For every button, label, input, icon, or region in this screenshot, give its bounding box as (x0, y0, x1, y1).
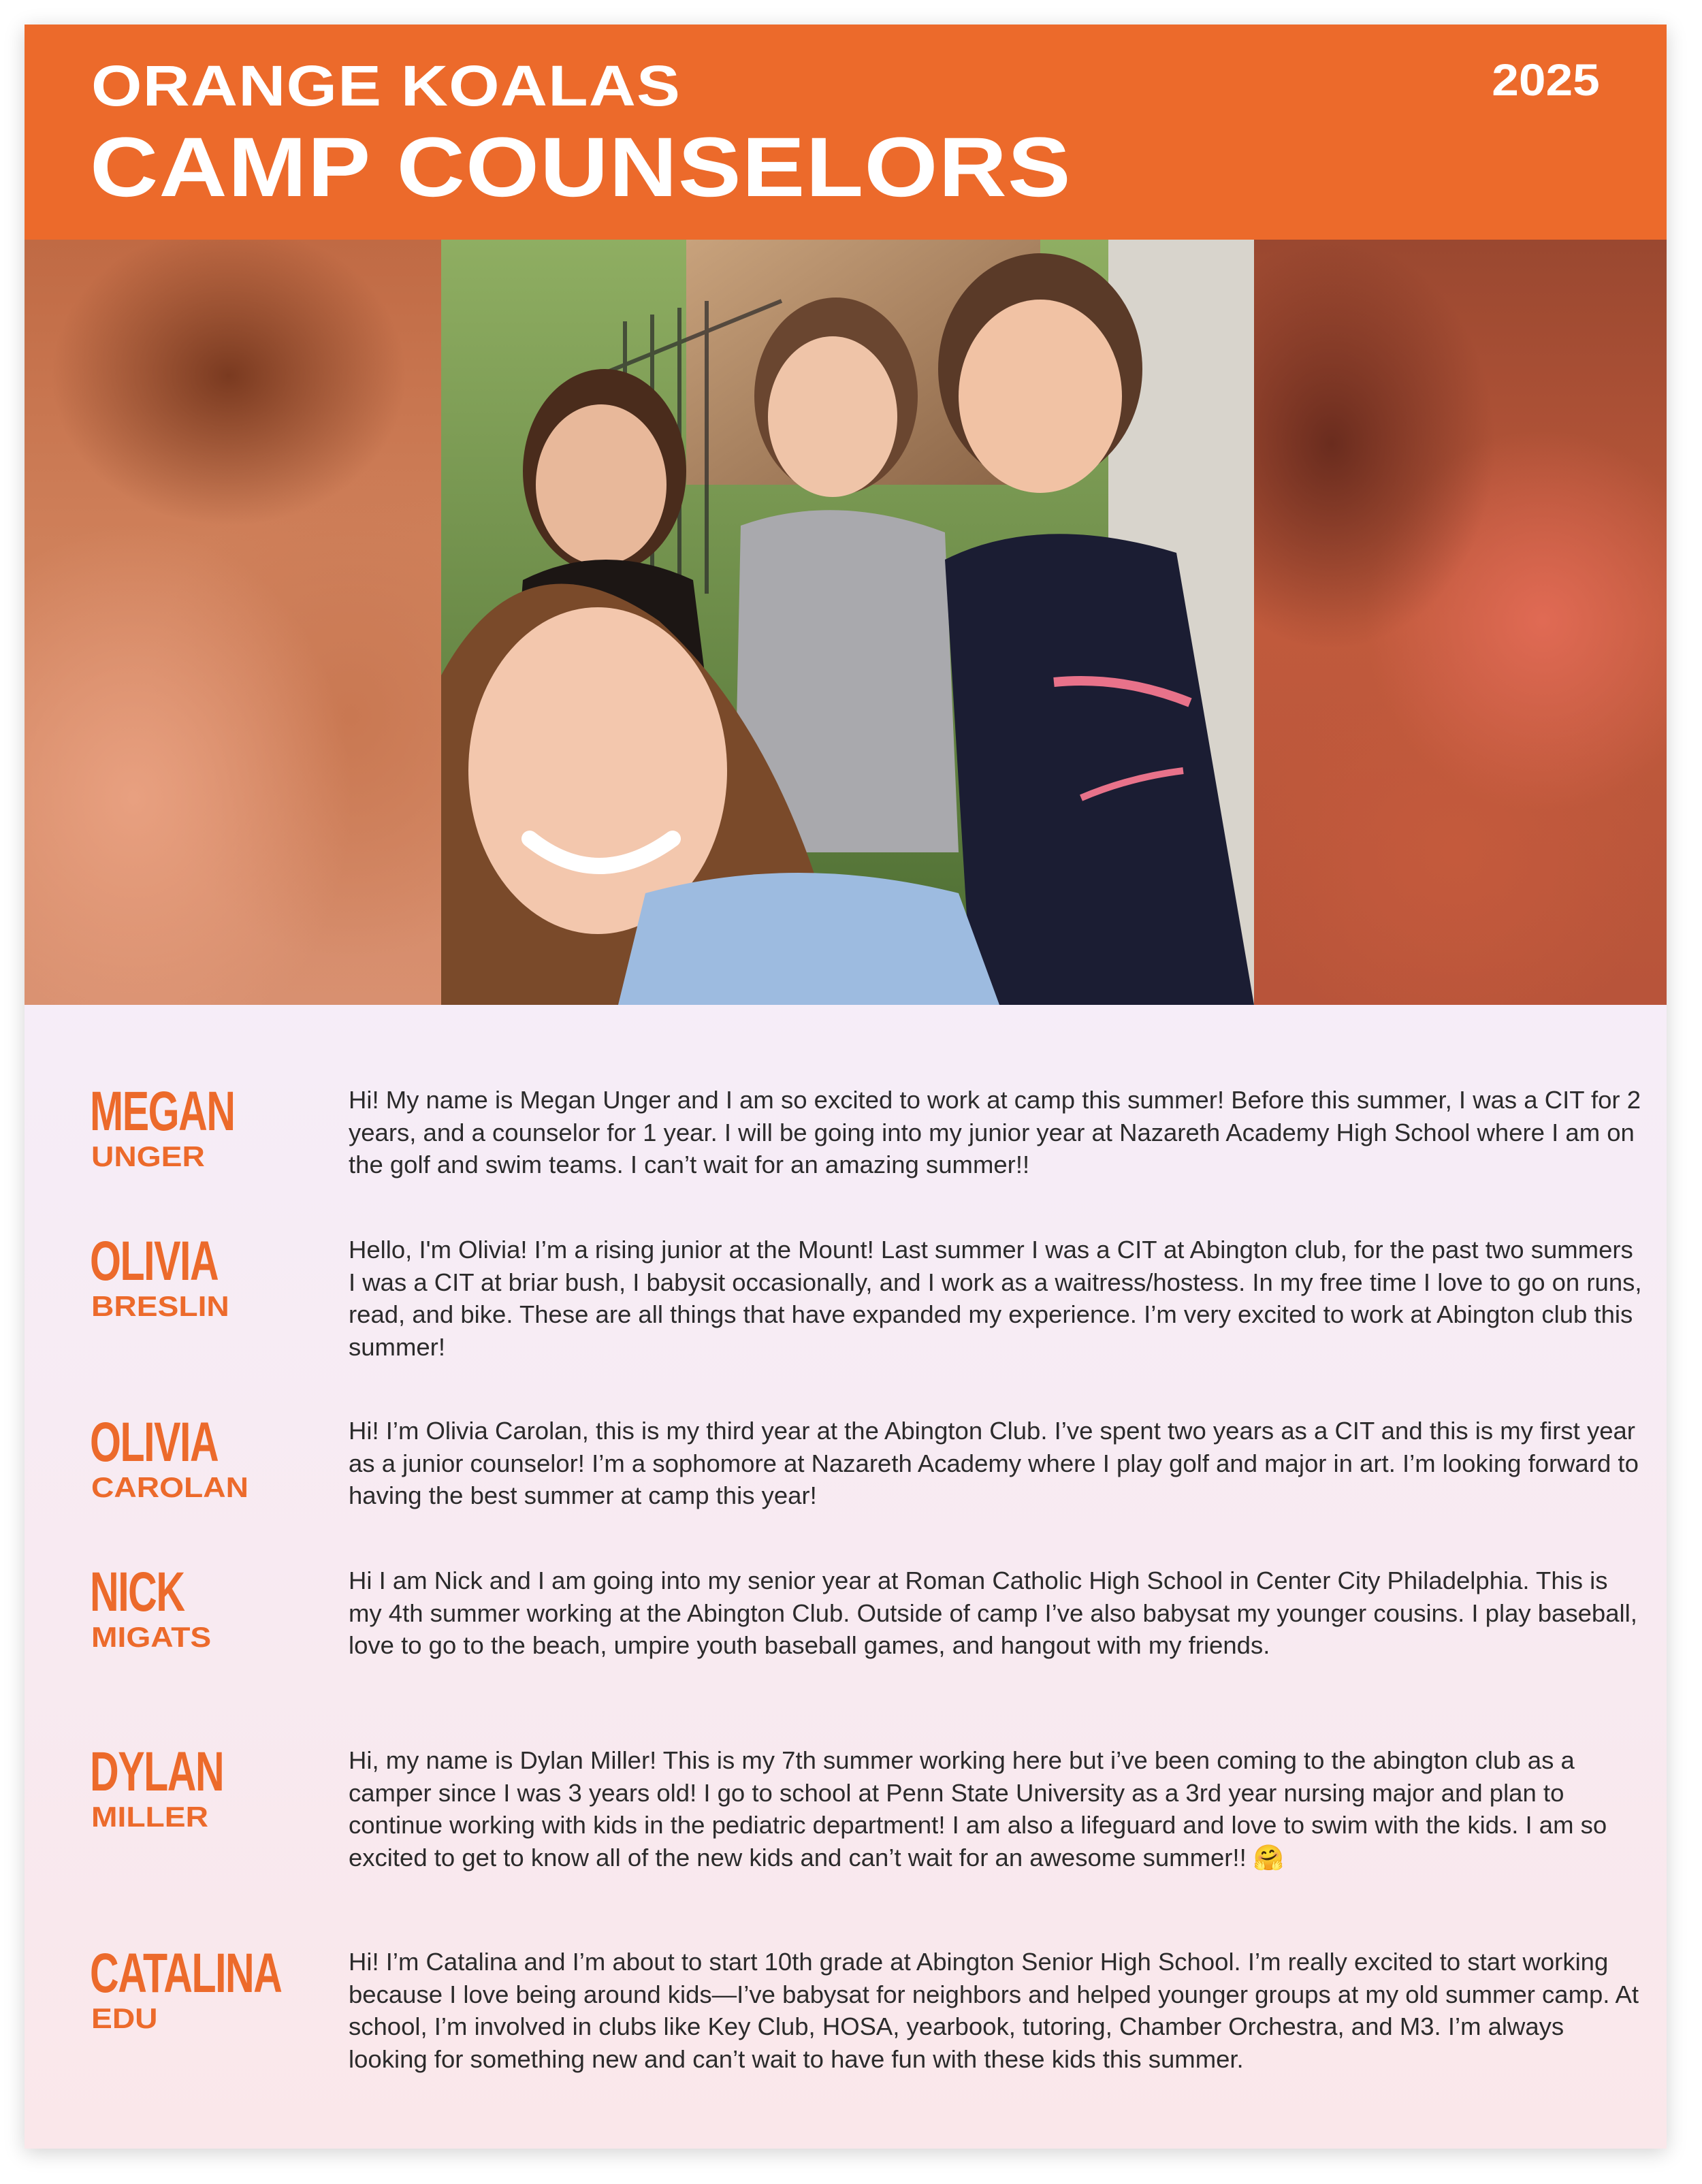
group-selfie-photo (441, 240, 1254, 1005)
header-banner (25, 25, 1667, 240)
counselor-bio: Hi! My name is Megan Unger and I am so excited to work at camp this summer! Before this summer, I was a CIT for 2 years, and a counselor for 1 year. I will be going into my junior year at Nazareth Academy High School where I am on the golf and swim teams. I can’t wait for an amazing summer!! (349, 1086, 1641, 1178)
counselor-bio: Hello, I'm Olivia! I’m a rising junior at the Mount! Last summer I was a CIT at Abington club, for the past two summers I was a CIT at briar bush, I babysit occasionally, and I work as a waitress/hostess. In my free time I love to go on runs, read, and bike. These are all things that have expanded my experience. I’m very excited to work at Abington club this summer! (349, 1236, 1642, 1361)
counselor-last-name: CAROLAN (91, 1471, 248, 1503)
group-selfie-illustration (441, 240, 1254, 1005)
counselor-first-name: CATALINA (90, 1942, 282, 2004)
blurred-photo-backdrop-left (25, 240, 441, 1005)
counselor-first-name: DYLAN (90, 1741, 224, 1803)
year-label: 2025 (1492, 54, 1600, 105)
counselor-bio: Hi! I’m Olivia Carolan, this is my third year at the Abington Club. I’ve spent two years as a CIT and this is my first year as a junior counselor! I’m a sophomore at Nazareth Academy where I play golf and major in art. I’m looking forward to having the best summer at camp this year! (349, 1417, 1639, 1509)
counselor-last-name: UNGER (91, 1140, 205, 1172)
counselor-last-name: MIGATS (91, 1621, 212, 1653)
counselor-bios (25, 1005, 1667, 2149)
counselor-bio: Hi I am Nick and I am going into my senior year at Roman Catholic High School in Center City Philadelphia. This is my 4th summer working at the Abington Club. Outside of camp I’ve also babysat my younger cousins. I play baseball, love to go to the beach, umpire youth baseball games, and hangout with my friends. (349, 1567, 1637, 1659)
team-name: ORANGE KOALAS (91, 54, 681, 118)
flyer-page (25, 25, 1667, 2149)
blurred-photo-backdrop-right (1250, 240, 1667, 1005)
counselor-bio: Hi, my name is Dylan Miller! This is my 7th summer working here but i’ve been coming to the abington club as a camper since I was 3 years old! I go to school at Penn State University as a 3rd year nursing major and plan to continue working with kids in the pediatric department! I am also a lifeguard and love to swim with the kids. I am so excited to get to know all of the new kids and can’t wait for an awesome summer!! 🤗 (349, 1746, 1607, 1872)
counselor-first-name: NICK (90, 1561, 184, 1623)
counselor-first-name: MEGAN (90, 1080, 235, 1142)
counselor-last-name: EDU (91, 2002, 158, 2034)
counselor-last-name: MILLER (91, 1801, 208, 1833)
page-title: CAMP COUNSELORS (90, 121, 1072, 214)
counselor-first-name: OLIVIA (90, 1230, 219, 1292)
counselor-bio: Hi! I’m Catalina and I’m about to start 10th grade at Abington Senior High School. I’m really excited to start working because I love being around kids—I’ve babysat for neighbors and helped younger groups at my old summer camp. At school, I’m involved in clubs like Key Club, HOSA, yearbook, tutoring, Chamber Orchestra, and M3. I’m always looking for something new and can’t wait to have fun with these kids this summer. (349, 1948, 1639, 2073)
counselor-first-name: OLIVIA (90, 1411, 219, 1473)
photo-band (25, 240, 1667, 1005)
counselor-last-name: BRESLIN (91, 1290, 229, 1322)
